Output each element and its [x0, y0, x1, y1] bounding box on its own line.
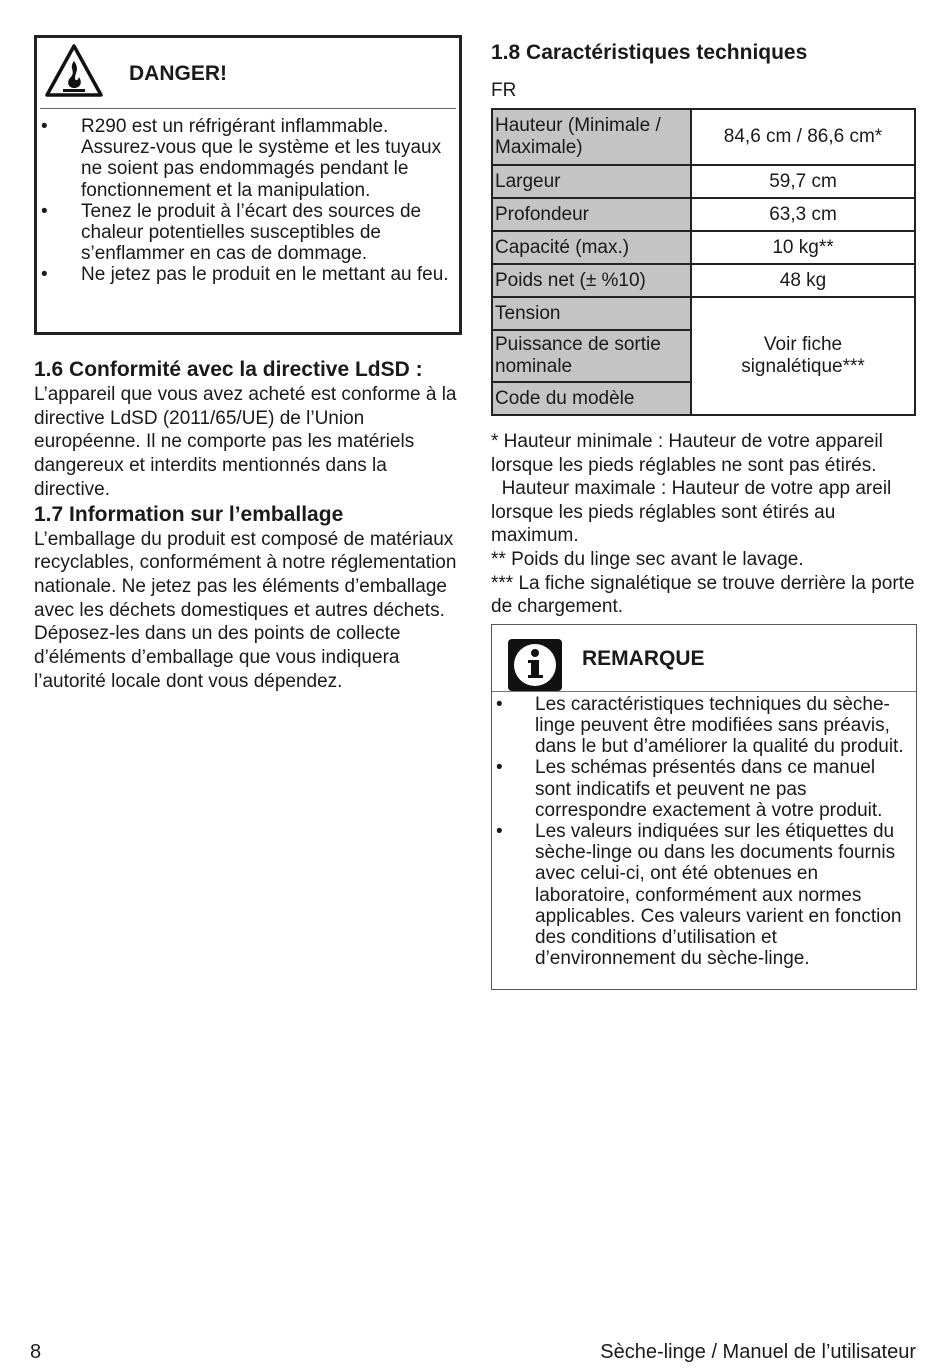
spec-value: 48 kg — [691, 264, 915, 297]
table-row — [492, 297, 915, 330]
spec-label: Capacité (max.) — [492, 231, 691, 264]
section-heading-1-8: 1.8 Caractéristiques techniques — [491, 41, 808, 64]
danger-box — [34, 35, 462, 335]
footnote: Hauteur maximale : Hauteur de votre app areil lorsque les pieds réglables sont étirés au maximum. — [491, 478, 897, 547]
list-item: • Les valeurs indiquées sur les étiquettes du sèche-linge ou dans les documents fournis avec celui-ci, ont été obtenues en laboratoire, conformément aux normes applicables. Ces valeurs varient en fonction des conditions d’utilisation et d’environnement du sèche-linge. — [496, 821, 914, 969]
left-column — [34, 35, 462, 693]
list-item: • Les caractéristiques techniques du sèche-linge peuvent être modifiées sans préavis, dans le but d’améliorer la qualité du produit. — [496, 694, 914, 758]
table-row — [492, 264, 915, 297]
right-column — [491, 40, 917, 990]
merged-value-text: Voir fiche signalétique*** — [741, 334, 865, 377]
footnote: * Hauteur minimale : Hauteur de votre appareil lorsque les pieds réglables ne sont pas étirés. — [491, 431, 883, 476]
spec-label: Profondeur — [492, 198, 691, 231]
note-title: REMARQUE — [582, 646, 705, 670]
flammable-warning-icon — [44, 43, 104, 99]
section-heading-1-7: 1.7 Information sur l’emballage — [34, 502, 344, 526]
list-item: • R290 est un réfrigérant inflammable. Assurez-vous que le système et les tuyaux ne soient pas endommagés pendant le fonctionnement et la manipulation. — [41, 116, 449, 201]
spec-value: 10 kg** — [691, 231, 915, 264]
table-row — [492, 198, 915, 231]
spec-label: Puissance de sortie nominale — [492, 330, 691, 382]
note-header — [492, 625, 916, 692]
note-box — [491, 624, 917, 990]
spec-label: Hauteur (Minimale / Maximale) — [492, 109, 691, 165]
footer-title: Sèche-linge / Manuel de l’utilisateur — [600, 1341, 916, 1363]
danger-title: DANGER! — [129, 62, 227, 85]
spec-value: 84,6 cm / 86,6 cm* — [691, 109, 915, 165]
table-row — [492, 231, 915, 264]
spec-table — [491, 108, 916, 416]
info-icon — [508, 639, 562, 691]
section-heading-1-6: 1.6 Conformité avec la directive LdSD : — [34, 358, 423, 381]
footnote: ** Poids du linge sec avant le lavage. — [491, 548, 804, 570]
spec-merged-value — [691, 297, 915, 415]
section-text-1-6: L’appareil que vous avez acheté est conforme à la directive LdSD (2011/65/UE) de l’Union européenne. Il ne comporte pas les matériels dangereux et interdits mentionnés dans la directive. — [34, 384, 457, 500]
note-list — [492, 692, 916, 970]
spec-value: 63,3 cm — [691, 198, 915, 231]
spec-value: 59,7 cm — [691, 165, 915, 198]
danger-header — [40, 38, 456, 109]
spec-label: Poids net (± %10) — [492, 264, 691, 297]
list-item: • Ne jetez pas le produit en le mettant au feu. — [41, 264, 449, 285]
footnote: *** La fiche signalétique se trouve derrière la porte de chargement. — [491, 572, 915, 618]
spec-label: Tension — [492, 297, 691, 330]
table-row — [492, 165, 915, 198]
page-number: 8 — [30, 1341, 42, 1363]
danger-list — [37, 109, 459, 290]
list-item: • Les schémas présentés dans ce manuel sont indicatifs et peuvent ne pas correspondre exactement à votre produit. — [496, 757, 914, 821]
spec-label: Code du modèle — [492, 382, 691, 415]
section-text-1-7: L’emballage du produit est composé de matériaux recyclables, conformément à notre réglementation nationale. Ne jetez pas les éléments d’emballage avec les déchets domestiques et autres déchets. Déposez-les dans un des points de collecte d’éléments d’emballage que vous indiquera l’autorité locale dont vous dépendez. — [34, 528, 457, 692]
language-tag: FR — [491, 80, 517, 101]
list-item: • Tenez le produit à l’écart des sources de chaleur potentielles susceptibles de s’enflammer en cas de dommage. — [41, 201, 449, 265]
table-row — [492, 109, 915, 165]
spec-label: Largeur — [492, 165, 691, 198]
